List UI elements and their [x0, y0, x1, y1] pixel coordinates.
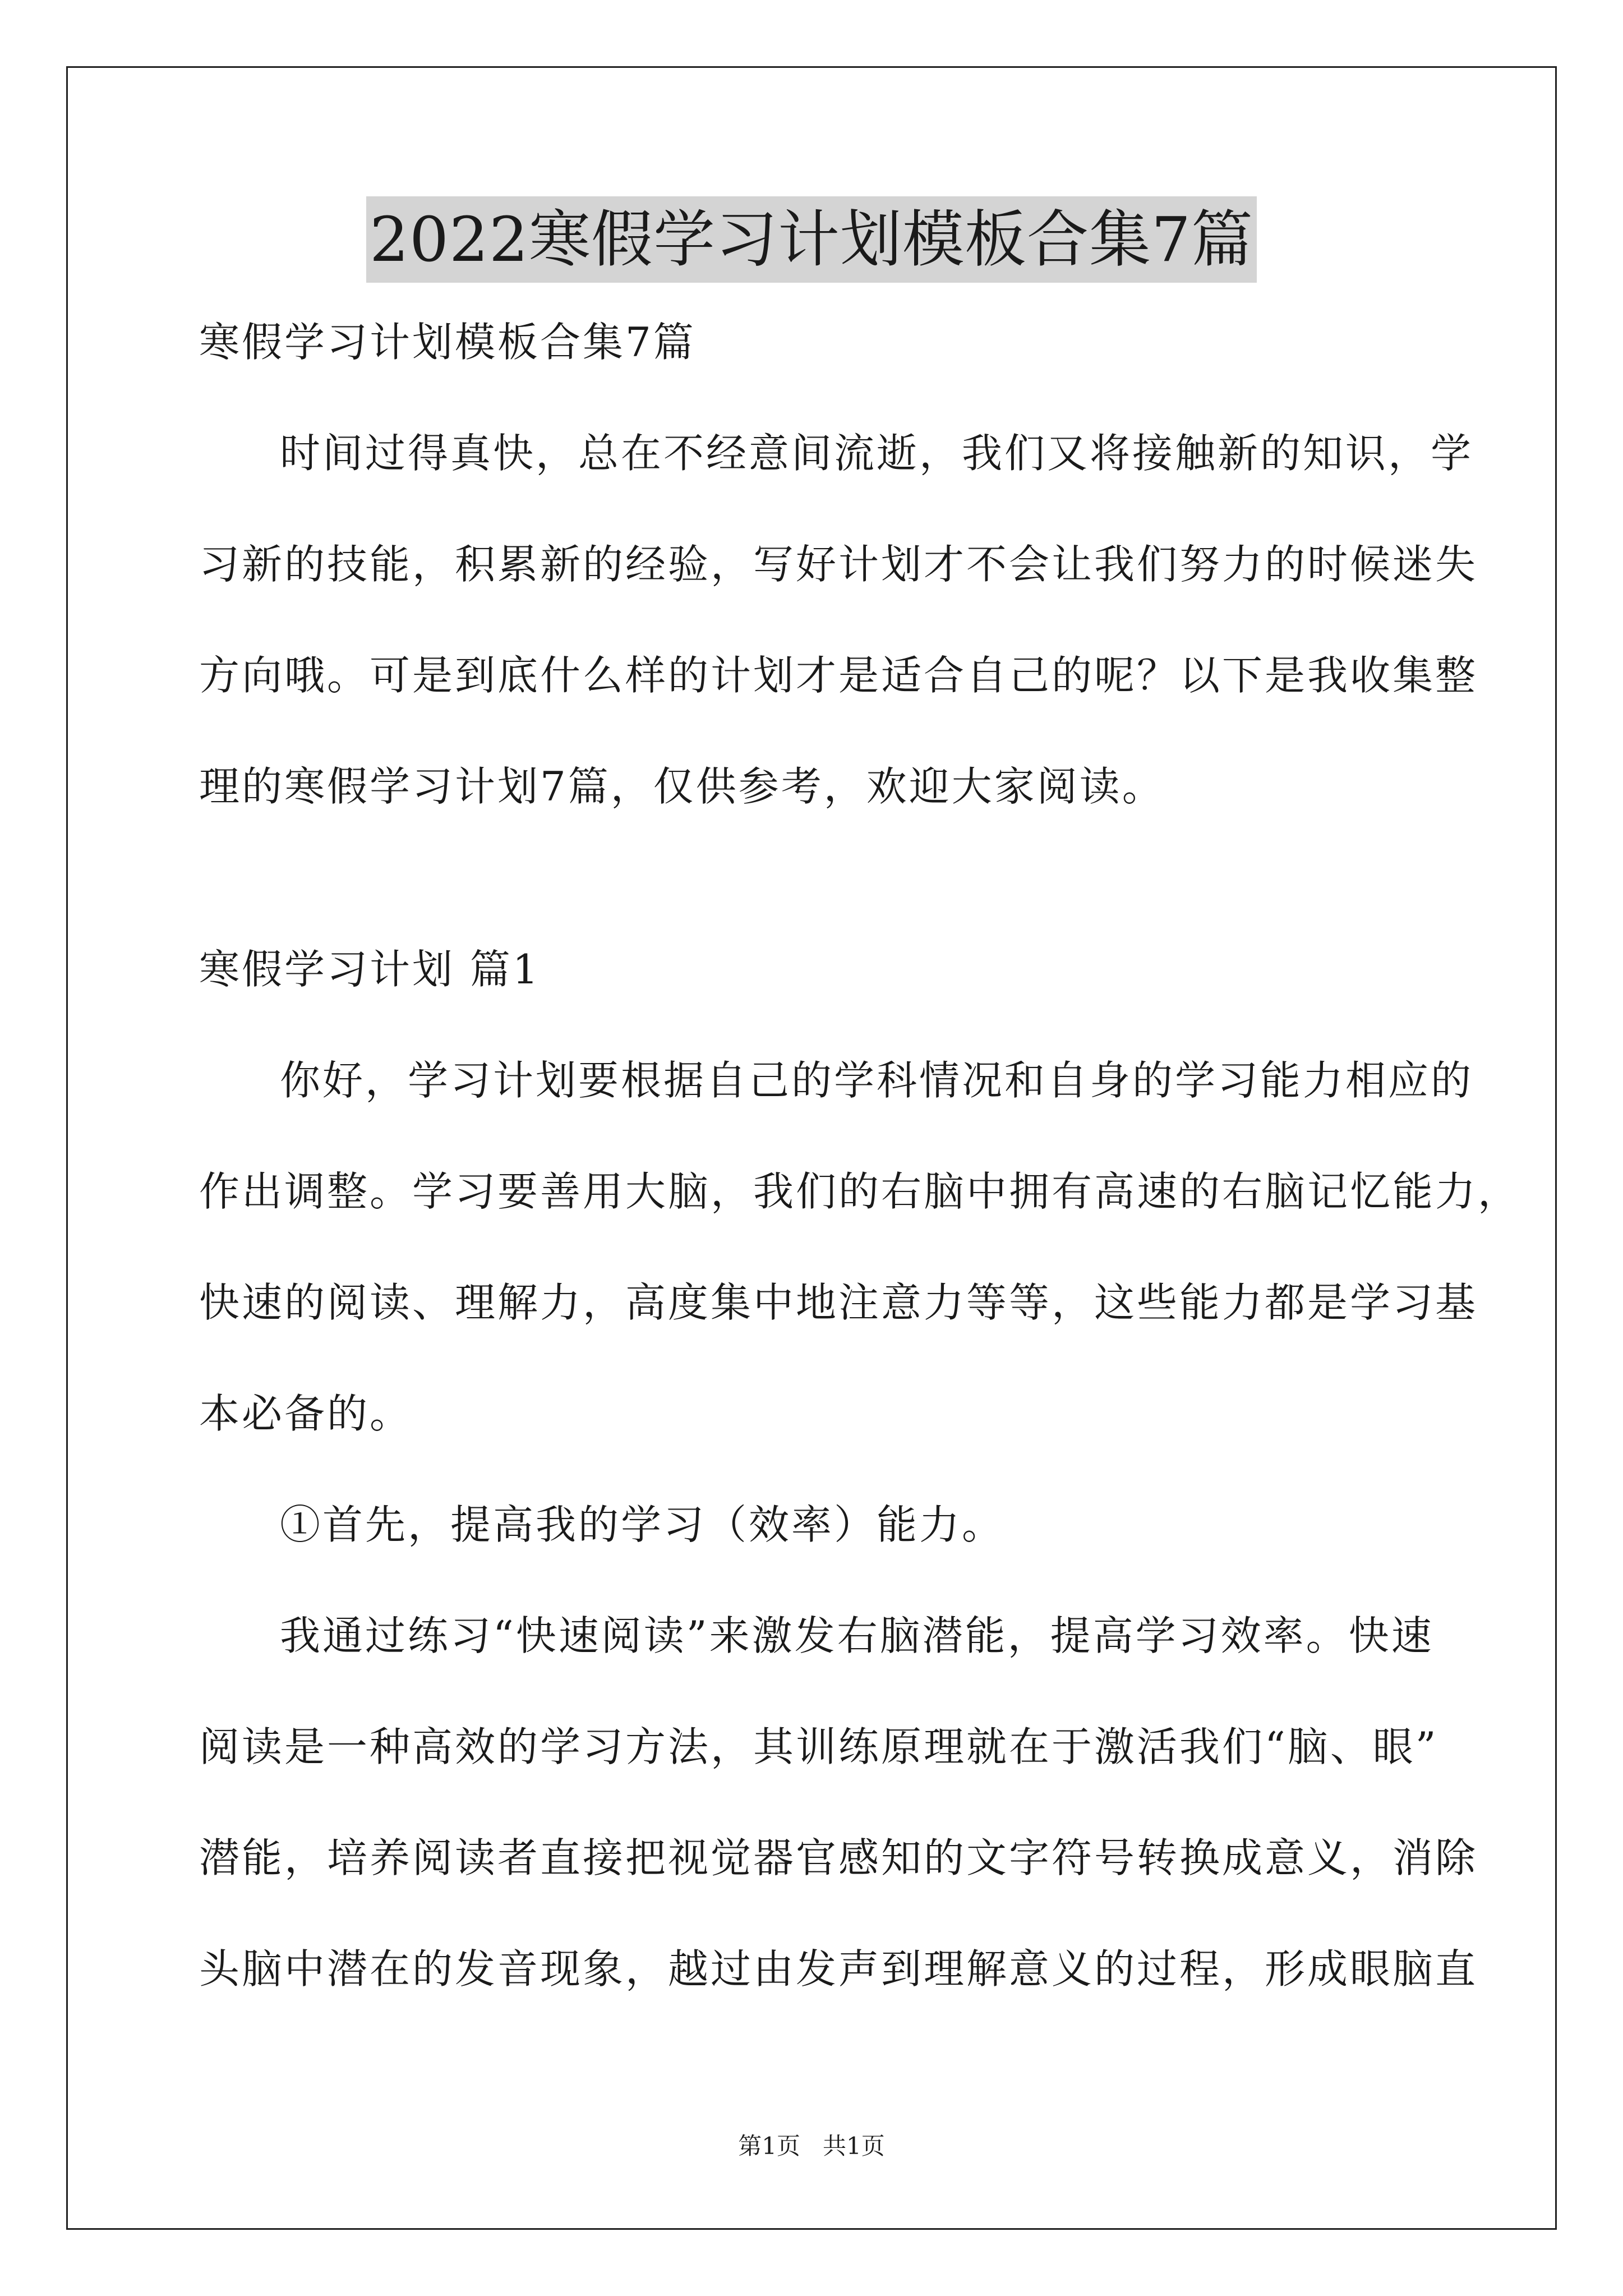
- intro-line-1: 时间过得真快，总在不经意间流逝，我们又将接触新的知识，学: [280, 430, 1474, 477]
- title-container: [0, 196, 1623, 283]
- point-heading: ①首先，提高我的学习（效率）能力。: [280, 1501, 1005, 1548]
- point-line-4: 头脑中潜在的发音现象，越过由发声到理解意义的过程，形成眼脑直: [199, 1945, 1478, 1993]
- paragraph-line-3: 快速的阅读、理解力，高度集中地注意力等等，这些能力都是学习基: [199, 1279, 1478, 1326]
- page-total: 共1页: [823, 2132, 885, 2160]
- paragraph-line-2: 作出调整。学习要善用大脑，我们的右脑中拥有高速的右脑记忆能力，: [199, 1168, 1521, 1215]
- subtitle-line: 寒假学习计划模板合集7篇: [199, 319, 696, 366]
- page-number: 第1页: [738, 2132, 800, 2160]
- page-footer: [0, 2129, 1623, 2163]
- point-line-1: 我通过练习“快速阅读”来激发右脑潜能，提高学习效率。快速: [280, 1612, 1434, 1659]
- intro-line-2: 习新的技能，积累新的经验，写好计划才不会让我们努力的时候迷失: [199, 541, 1478, 588]
- document-body: [199, 314, 1521, 2052]
- section-heading: 寒假学习计划 篇1: [199, 946, 541, 993]
- paragraph-line-1: 你好，学习计划要根据自己的学科情况和自身的学习能力相应的: [280, 1057, 1474, 1104]
- paragraph-line-4: 本必备的。: [199, 1390, 413, 1437]
- point-line-2: 阅读是一种高效的学习方法，其训练原理就在于激活我们“脑、眼”: [199, 1723, 1438, 1770]
- intro-line-4: 理的寒假学习计划7篇，仅供参考，欢迎大家阅读。: [199, 763, 1165, 810]
- document-title: 2022寒假学习计划模板合集7篇: [366, 196, 1257, 283]
- intro-line-3: 方向哦。可是到底什么样的计划才是适合自己的呢？以下是我收集整: [199, 652, 1478, 699]
- point-line-3: 潜能，培养阅读者直接把视觉器官感知的文字符号转换成意义，消除: [199, 1834, 1478, 1881]
